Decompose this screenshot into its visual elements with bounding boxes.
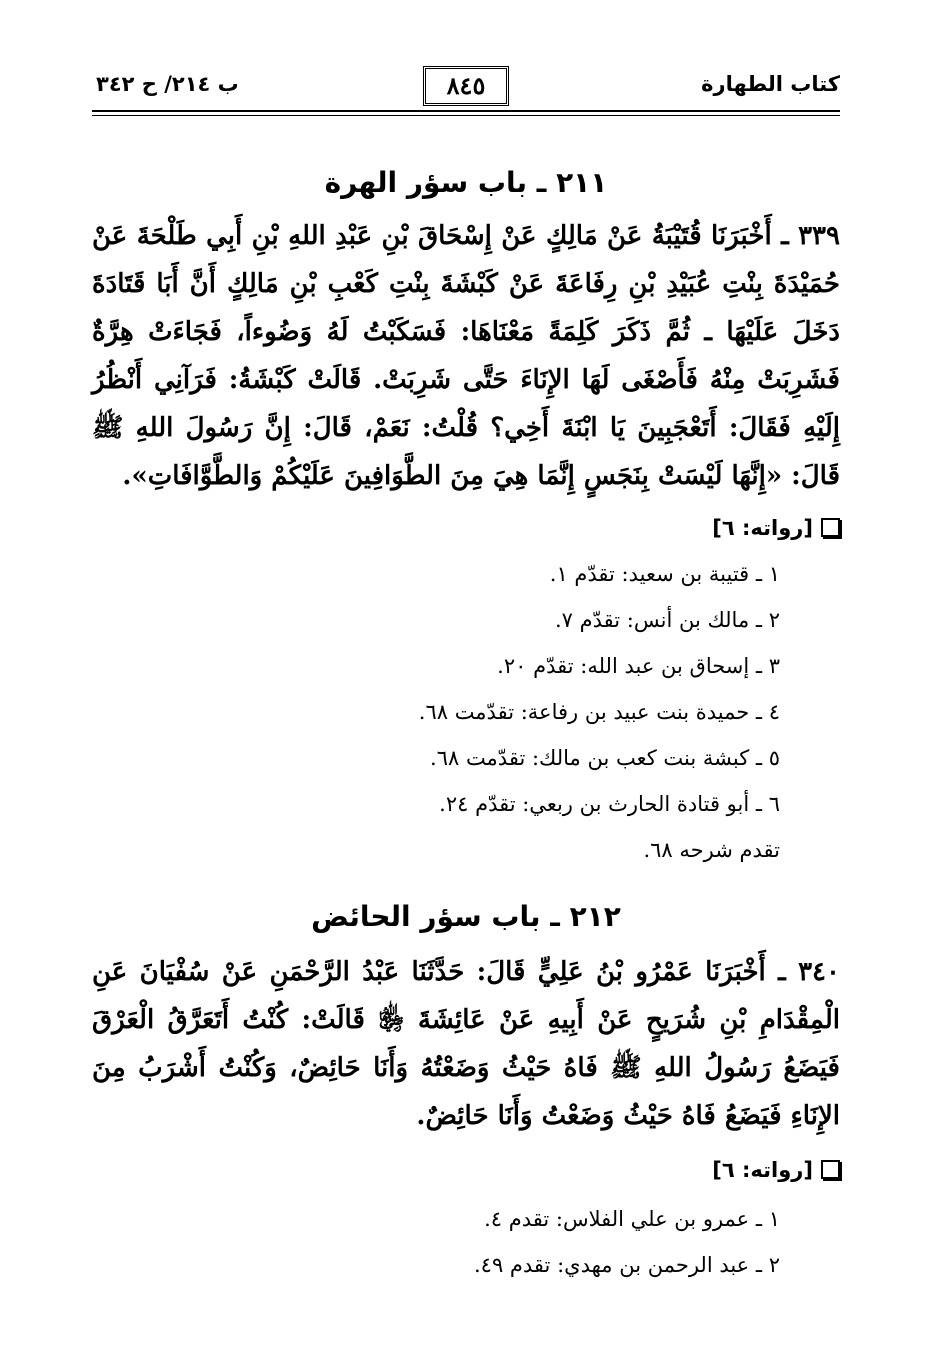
narrator-item: ٢ ـ عبد الرحمن بن مهدي: تقدم ٤٩.	[473, 1253, 780, 1277]
narrator-item: ٦ ـ أبو قتادة الحارث بن ربعي: تقدّم ٢٤.	[439, 792, 780, 816]
checkbox-square-icon	[821, 1160, 840, 1179]
narrator-item: ٣ ـ إسحاق بن عبد الله: تقدّم ٢٠.	[497, 654, 780, 678]
narrator-item: ١ ـ قتيبة بن سعيد: تقدّم ١.	[549, 562, 780, 586]
checkbox-square-icon	[821, 518, 840, 537]
narrator-item: ١ ـ عمرو بن علي الفلاس: تقدم ٤.	[484, 1207, 780, 1231]
narrators-count-label: [رواته: ٦]	[712, 516, 813, 540]
header-rule-thin	[92, 115, 840, 116]
narrator-item: ٤ ـ حميدة بنت عبيد بن رفاعة: تقدّمت ٦٨.	[418, 700, 780, 724]
page-number: ٨٤٥	[423, 66, 509, 106]
hadith-text-339: ٣٣٩ ـ أَخْبَرَنَا قُتَيْبَةُ عَنْ مَالِكٍ عَنْ إِسْحَاقَ بْنِ عَبْدِ اللهِ بْنِ أَبِي طَلْحَةَ عَنْ حُمَيْدَةَ بِنْتِ عُبَيْدِ بْنِ رِفَاعَةَ عَنْ كَبْشَةَ بِنْتِ كَعْبِ بْنِ مَالِكٍ أَنَّ أَبَا قَتَادَةَ دَخَلَ عَلَيْهَا ـ ثُمَّ ذَكَرَ كَلِمَةً مَعْنَاهَا: فَسَكَبْتُ لَهُ وَضُوءاً، فَجَاءَتْ هِرَّةٌ فَشَرِبَتْ مِنْهُ فَأَصْغَى لَهَا الإِنَاءَ حَتَّى شَرِبَتْ. قَالَتْ كَبْشَةُ: فَرَآنِي أَنْظُرُ إِلَيْهِ فَقَالَ: أَتَعْجَبِينَ يَا ابْنَةَ أَخِي؟ قُلْتُ: نَعَمْ، قَالَ: إِنَّ رَسُولَ اللهِ ﷺ قَالَ: «إِنَّهَا لَيْسَتْ بِنَجَسٍ إِنَّمَا هِيَ مِنَ الطَّوَافِينَ عَلَيْكُمْ وَالطَّوَّافَاتِ».	[92, 221, 840, 491]
narrators-heading	[712, 1158, 840, 1182]
chapter-title-211: ٢١١ ـ باب سؤر الهرة	[324, 166, 608, 199]
chapter-title-212: ٢١٢ ـ باب سؤر الحائض	[311, 900, 621, 933]
chapter-reference: ب ٢١٤/ ح ٣٤٢	[96, 72, 239, 96]
narrator-item: ٥ ـ كبشة بنت كعب بن مالك: تقدّمت ٦٨.	[430, 746, 780, 770]
book-title: كتاب الطهارة	[701, 72, 840, 96]
page-header	[92, 66, 840, 110]
narrators-count-label: [رواته: ٦]	[712, 1158, 813, 1182]
narrators-heading	[712, 516, 840, 540]
narrator-item: ٢ ـ مالك بن أنس: تقدّم ٧.	[554, 608, 780, 632]
narrators-list	[474, 1196, 780, 1288]
hadith-text-340: ٣٤٠ ـ أَخْبَرَنَا عَمْرُو بْنُ عَلِيٍّ قَالَ: حَدَّثَنَا عَبْدُ الرَّحْمَنِ عَنْ سُفْيَانَ عَنِ الْمِقْدَامِ بْنِ شُرَيحٍ عَنْ أَبِيهِ عَنْ عَائِشَةَ ﵂ قَالَتْ: كُنْتُ أَتَعَرَّقُ الْعَرْقَ فَيَضَعُ رَسُولُ اللهِ ﷺ فَاهُ حَيْثُ وَضَعْتُهُ وَأَنَا حَائِضٌ، وَكُنْتُ أَشْرَبُ مِنَ الإِنَاءِ فَيَضَعُ فَاهُ حَيْثُ وَضَعْتُ وَأَنَا حَائِضٌ.	[92, 957, 840, 1131]
commentary-note: تقدم شرحه ٦٨.	[643, 838, 780, 862]
narrators-list	[419, 551, 780, 873]
header-rule-thick	[92, 110, 840, 112]
